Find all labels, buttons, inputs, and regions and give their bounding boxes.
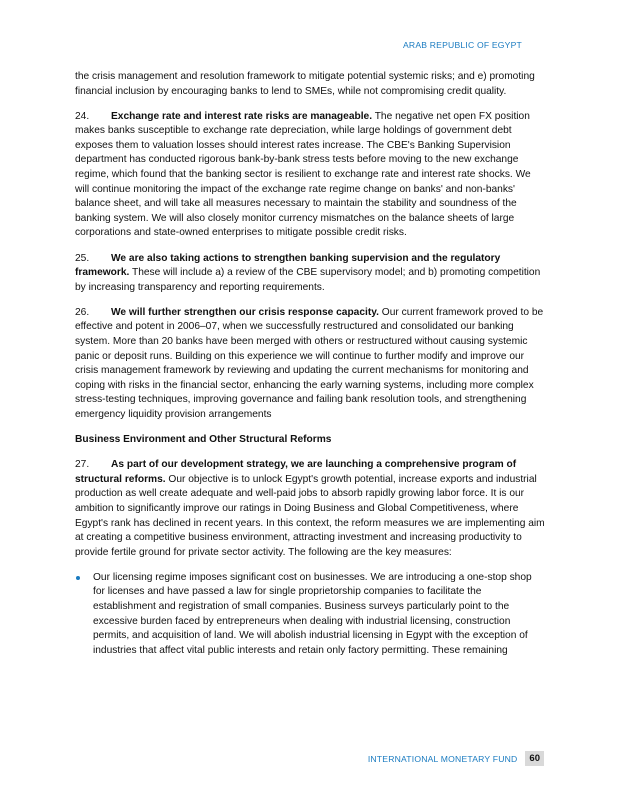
- bullet-item: [75, 571, 545, 659]
- bullet-dot-icon: [76, 576, 80, 580]
- paragraph-25: [75, 252, 545, 296]
- footer-org: INTERNATIONAL MONETARY FUND: [367, 753, 518, 764]
- document-body: [75, 70, 545, 658]
- paragraph-lead: Exchange rate and interest rate risks are manageable.: [111, 110, 373, 122]
- bullet-text: Our licensing regime imposes significant cost on businesses. We are introducing a one-stop shop for licenses and have passed a law for single proprietorship companies to facilitate the establishment and registration of small companies. Business surveys particularly point to the excessive burden faced by entrepreneurs when dealing with industrial licensing, construction permits, and acquisition of land. We will abolish industrial licensing in Egypt with the exception of industries that affect vital public interests and retain only factory permitting. These remaining: [93, 571, 532, 656]
- page-number: 60: [525, 751, 544, 766]
- paragraph-number: 27.: [75, 459, 90, 471]
- section-heading: Business Environment and Other Structural Reforms: [75, 434, 332, 446]
- paragraph-text: Our objective is to unlock Egypt's growth potential, increase exports and industrial production as well create adequate and well-paid jobs to absorb rapidly growing labor force. It is our ambition to significantly improve our ratings in Doing Business and Global Competitiveness, where Egypt's rank has declined in recent years. In this context, the reform measures we are implementing aim at creating a competitive business environment, attracting investment and increasing productivity to provide fertile ground for private sector activity. The following are the key measures:: [75, 473, 545, 558]
- paragraph-24: [75, 110, 545, 241]
- paragraph-26: [75, 306, 545, 423]
- paragraph-text: The negative net open FX position makes banks susceptible to exchange rate depreciation, while large holdings of government debt exposes them to valuation losses should interest rates increase. The CBE's Banking Supervision department has conducted rigorous bank-by-bank stress tests before moving to the new exchange regime, which found that the banking sector is resilient to exchange rate and interest rate shocks. We will continue monitoring the impact of the exchange rate regime change on banks' and non-banks' balance sheet, and will take all measures necessary to maintain the stability and soundness of the banking system. We will also closely monitor currency mismatches on the balance sheets of large corporations and state-owned enterprises to mitigate possible credit risks.: [75, 110, 531, 239]
- paragraph-text: Our current framework proved to be effective and potent in 2006–07, when we successfully restructured and consolidated our banking system. More than 20 banks have been merged with others or restructured without causing systemic panic or deposit runs. Building on this experience we will continue to further modify and improve our crisis management framework by reviewing and updating the current mechanisms for monitoring and coping with risks in the financial sector, enhancing the early warning systems, including more complex stress-testing techniques, improving governance and failing bank resolution tools, and strengthening emergency liquidity provision arrangements: [75, 306, 544, 420]
- paragraph-lead: We will further strengthen our crisis response capacity.: [111, 306, 379, 318]
- paragraph-number: 25.: [75, 252, 90, 264]
- paragraph-lead: As part of our development strategy, we are launching a comprehensive program of structural reforms.: [75, 459, 517, 485]
- paragraph-27: [75, 458, 545, 560]
- paragraph-text: These will include a) a review of the CBE supervisory model; and b) promoting competition by increasing transparency and reporting requirements.: [75, 267, 541, 293]
- running-header: ARAB REPUBLIC OF EGYPT: [402, 40, 522, 50]
- page-footer: [368, 751, 544, 766]
- paragraph-number: 24.: [75, 110, 90, 122]
- paragraph-number: 26.: [75, 306, 90, 318]
- paragraph-continuation: the crisis management and resolution framework to mitigate potential systemic risks; and e) promoting financial inclusion by encouraging banks to lend to SMEs, while not compromising credit quality.: [75, 71, 535, 97]
- paragraph-lead: We are also taking actions to strengthen banking supervision and the regulatory framework.: [75, 252, 501, 279]
